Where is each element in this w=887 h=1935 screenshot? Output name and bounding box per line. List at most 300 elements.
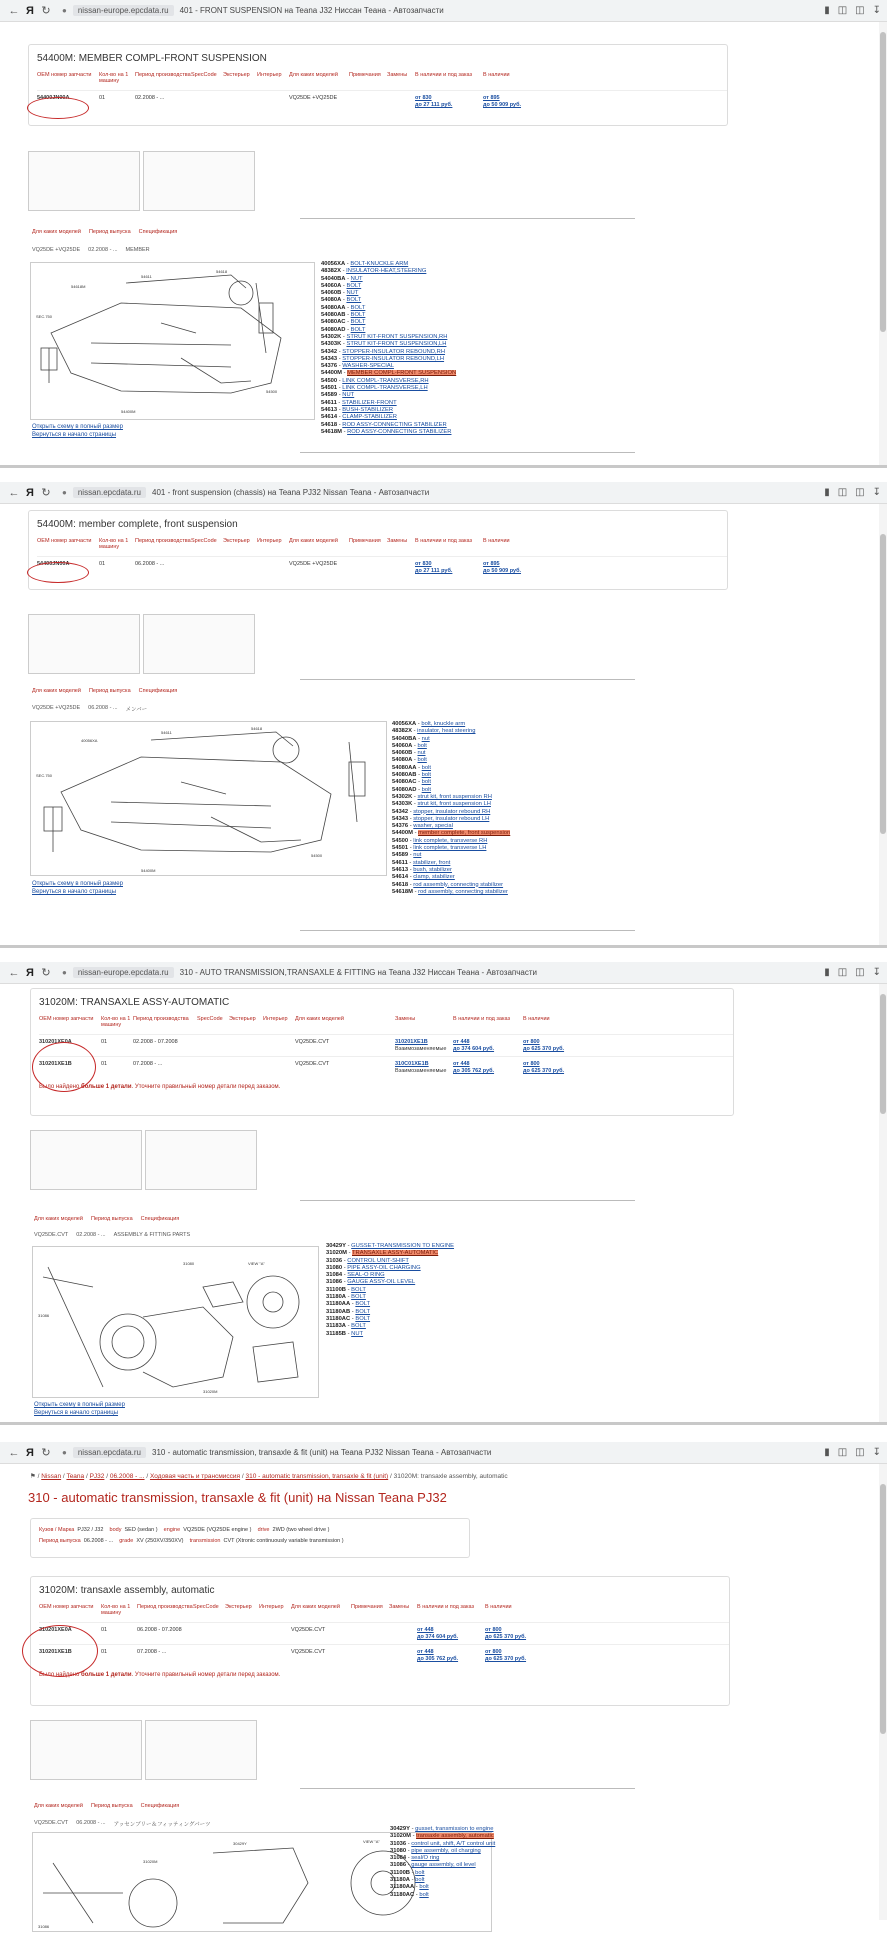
breadcrumb-link[interactable]: Ходовая часть и трансмиссия: [149, 1473, 241, 1480]
legend-item[interactable]: 54060A - BOLT: [321, 282, 362, 289]
spec-header: Для каких моделей Период выпуска Спецификация: [34, 1216, 180, 1222]
download-icon[interactable]: ↧: [872, 967, 881, 978]
legend-item[interactable]: 54080AA - BOLT: [321, 304, 366, 311]
legend-item[interactable]: 54400M - MEMBER COMPL-FRONT SUSPENSION: [321, 370, 457, 377]
spec-row: VQ25DE.CVT 02.2008 - ... ASSEMBLY & FITTING PARTS: [34, 1232, 191, 1238]
legend-code: 31020M: [326, 1250, 347, 1257]
legend-item[interactable]: 54342 - stopper, insulator rebound RH: [392, 808, 491, 815]
svg-text:SEC.750: SEC.750: [36, 314, 53, 319]
bookmark-icon[interactable]: ▮: [824, 967, 830, 978]
legend-item[interactable]: 54618 - ROD ASSY-CONNECTING STABILIZER: [321, 421, 447, 428]
svg-text:54400M: 54400M: [121, 409, 136, 414]
legend-item[interactable]: 54614 - clamp, stabilizer: [392, 874, 455, 881]
legend-link[interactable]: BOLT: [355, 1301, 371, 1308]
svg-text:54618: 54618: [251, 726, 263, 731]
legend-link[interactable]: CONTROL UNIT-SHIFT: [347, 1257, 409, 1264]
legend-item[interactable]: 54618 - rod assembly, connecting stabilizer: [392, 881, 504, 888]
download-icon[interactable]: ↧: [872, 487, 881, 498]
legend-item[interactable]: 54611 - STABILIZER-FRONT: [321, 399, 397, 406]
legend-item[interactable]: 31180AC - bolt: [390, 1891, 429, 1898]
svg-text:54618: 54618: [216, 269, 228, 274]
legend-link[interactable]: STOPPER-INSULATOR REBOUND,LH: [342, 355, 445, 362]
red-oval-annotation: [22, 1625, 98, 1677]
legend-link[interactable]: STABILIZER-FRONT: [341, 399, 397, 406]
back-to-top-link[interactable]: Вернуться в начало страницы: [32, 889, 117, 895]
legend-item[interactable]: 31080 - pipe assembly, oil charging: [390, 1847, 481, 1854]
price-link[interactable]: от 830: [415, 95, 432, 101]
legend-link[interactable]: link complete, transverse RH: [413, 837, 488, 844]
svg-text:31086: 31086: [38, 1924, 50, 1929]
legend-link[interactable]: bolt: [421, 764, 432, 771]
replacement-link[interactable]: 310201XE1B: [395, 1039, 428, 1045]
legend-item[interactable]: 30429Y - GUSSET-TRANSMISSION TO ENGINE: [326, 1243, 455, 1249]
legend-link[interactable]: GUSSET-TRANSMISSION TO ENGINE: [351, 1243, 455, 1249]
legend-link[interactable]: transaxle assembly, automatic: [416, 1833, 494, 1840]
diagram-thumbnail[interactable]: [28, 614, 140, 674]
download-icon[interactable]: ↧: [872, 5, 881, 16]
legend-link[interactable]: LINK COMPL-TRANSVERSE,LH: [342, 385, 428, 392]
legend-item[interactable]: 54040BA - nut: [392, 735, 430, 742]
legend-item[interactable]: 54080AB - bolt: [392, 772, 432, 779]
svg-text:54611: 54611: [141, 274, 152, 279]
part-number[interactable]: 310201XE0A: [39, 1627, 72, 1633]
legend-link[interactable]: bolt: [415, 1877, 425, 1884]
legend-item[interactable]: 31036 - CONTROL UNIT-SHIFT: [326, 1257, 409, 1264]
legend-item[interactable]: 54080AB - BOLT: [321, 312, 366, 319]
diagram-thumbnail[interactable]: [143, 151, 255, 211]
refresh-icon[interactable]: ↻: [41, 1447, 51, 1459]
legend-item[interactable]: 54303K - strut kit, front suspension LH: [392, 801, 491, 808]
bookmark-icon[interactable]: ▮: [824, 487, 830, 498]
legend-link[interactable]: strut kit, front suspension RH: [417, 793, 492, 800]
home-icon[interactable]: ⚑: [30, 1473, 36, 1480]
back-to-top-link[interactable]: Вернуться в начало страницы: [34, 1410, 119, 1416]
price-link[interactable]: от 448: [417, 1649, 434, 1655]
legend-code: 54613: [392, 866, 409, 873]
price-link[interactable]: до 625 370 руб.: [523, 1068, 565, 1074]
legend-item[interactable]: 54613 - BUSH-STABILIZER: [321, 406, 394, 413]
legend-item[interactable]: 31086 - GAUGE ASSY-OIL LEVEL: [326, 1279, 416, 1286]
legend-link[interactable]: ROD ASSY-CONNECTING STABILIZER: [342, 421, 447, 428]
legend-item[interactable]: 54501 - link complete, transverse LH: [392, 845, 487, 852]
table-row[interactable]: 310201XE1B 01 07.2008 - ... VQ25DE.CVT от 448 до 305 762 руб. от 800 до 625 370 руб.: [39, 1644, 729, 1666]
price-link[interactable]: от 448: [417, 1627, 434, 1633]
price-link[interactable]: от 800: [485, 1627, 502, 1633]
legend-code: 31183A: [326, 1323, 346, 1330]
table-row[interactable]: 54400JN00A 01 06.2008 - ... VQ25DE +VQ25DE от 830 до 27 111 руб. от 895 до 50 909 руб.: [37, 556, 727, 575]
legend-code: 54343: [321, 355, 338, 362]
legend-code: 30429Y: [390, 1826, 410, 1832]
legend-code: 54080AC: [321, 319, 346, 326]
scrollbar[interactable]: [879, 1464, 887, 1920]
legend-item[interactable]: 54080AA - bolt: [392, 764, 432, 771]
diagram-thumbnail[interactable]: [28, 151, 140, 211]
legend-item[interactable]: 54500 - LINK COMPL-TRANSVERSE,RH: [321, 377, 429, 384]
table-row[interactable]: 310201XE0A 01 06.2008 - 07.2008 VQ25DE.CVT от 448 до 374 604 руб. от 800 до 625 370 руб.: [39, 1622, 729, 1644]
lock-icon: ●: [62, 6, 67, 15]
price-link[interactable]: до 305 762 руб.: [453, 1068, 495, 1074]
legend-code: 54611: [321, 399, 337, 406]
legend-item[interactable]: 31185B - NUT: [326, 1330, 364, 1337]
legend-item[interactable]: 54614 - CLAMP-STABILIZER: [321, 414, 397, 421]
legend-item[interactable]: 54040BA - NUT: [321, 275, 363, 282]
open-full-diagram-link[interactable]: Открыть схему в полный размер: [34, 1402, 125, 1408]
back-arrow-icon[interactable]: ←: [8, 1446, 20, 1459]
legend-item[interactable]: 31180AB - BOLT: [326, 1308, 371, 1315]
legend-item[interactable]: 54618M - ROD ASSY-CONNECTING STABILIZER: [321, 428, 452, 435]
legend-link[interactable]: bolt: [417, 757, 427, 764]
address-bar[interactable]: [62, 3, 782, 18]
legend-item[interactable]: 31180A - BOLT: [326, 1294, 366, 1301]
legend-link[interactable]: member complete, front suspension: [418, 830, 511, 837]
legend-link[interactable]: INSULATOR-HEAT,STEERING: [346, 268, 427, 275]
legend-link[interactable]: nut: [417, 750, 426, 757]
legend-link[interactable]: bolt: [421, 779, 432, 786]
legend-item[interactable]: 54400M - member complete, front suspension: [392, 830, 511, 837]
vehicle-info: Кузов / Марка PJ32 / J32 body SED (sedan ) engine VQ25DE (VQ25DE engine ) drive 2WD (two wheel drive ) Период выпуска 06.2008 - ... grade XV (250XV/350XV) transmission CVT (Xtronic continuously variable transmission ): [30, 1518, 470, 1558]
translate-icon[interactable]: ◫: [855, 487, 865, 498]
part-number[interactable]: 310201XE1B: [39, 1649, 72, 1655]
legend-item[interactable]: 54302K - strut kit, front suspension RH: [392, 793, 492, 800]
scrollbar[interactable]: [879, 984, 887, 1422]
legend-item[interactable]: 54080A - BOLT: [321, 297, 362, 304]
legend-link[interactable]: gauge assembly, oil level: [411, 1862, 476, 1869]
legend-item[interactable]: 31100B - bolt: [390, 1869, 425, 1876]
price-link[interactable]: от 800: [523, 1061, 540, 1067]
legend-code: 54501: [392, 845, 409, 852]
scrollbar[interactable]: [879, 22, 887, 465]
legend-item[interactable]: 31180AA - BOLT: [326, 1301, 371, 1308]
legend-link[interactable]: stopper, insulator rebound LH: [413, 815, 490, 822]
table-row[interactable]: 310201XE0A 01 02.2008 - 07.2008 VQ25DE.CVT 310201XE1B Взаимозаменяемые от 448 до 374 604 руб. от 800 до 625 370 руб.: [39, 1034, 733, 1056]
part-number[interactable]: 54400JN00A: [37, 95, 70, 101]
back-arrow-icon[interactable]: ←: [8, 486, 20, 499]
part-number[interactable]: 54400JN00A: [37, 561, 70, 567]
period: 02.2008 - ...: [135, 95, 165, 101]
breadcrumb-link[interactable]: Nissan: [41, 1473, 62, 1480]
legend-link[interactable]: NUT: [346, 290, 359, 297]
diagram-thumbnail[interactable]: [145, 1720, 257, 1780]
legend-code: 30429Y: [326, 1243, 346, 1249]
parts-diagram[interactable]: [30, 262, 315, 420]
legend-link[interactable]: bolt: [419, 1884, 429, 1891]
price-link[interactable]: от 895: [483, 95, 500, 101]
legend-link[interactable]: BUSH-STABILIZER: [342, 406, 394, 413]
address-bar[interactable]: [62, 1445, 782, 1460]
legend-link[interactable]: TRANSAXLE ASSY-AUTOMATIC: [352, 1250, 439, 1257]
legend-link[interactable]: BOLT: [351, 1294, 366, 1301]
breadcrumb-link[interactable]: Teana: [66, 1473, 85, 1480]
price-link[interactable]: от 800: [485, 1649, 502, 1655]
legend-code: 31180AA: [326, 1301, 351, 1308]
price-link[interactable]: до 625 370 руб.: [523, 1046, 565, 1052]
price-link[interactable]: от 895: [483, 561, 500, 567]
breadcrumb-link[interactable]: 310 - automatic transmission, transaxle & fit (unit): [245, 1473, 389, 1480]
translate-icon[interactable]: ◫: [855, 967, 865, 978]
legend-item[interactable]: 54080AC - bolt: [392, 779, 432, 786]
yandex-logo-icon[interactable]: Я: [26, 966, 34, 979]
legend-link[interactable]: ROD ASSY-CONNECTING STABILIZER: [347, 428, 452, 435]
legend-link[interactable]: rod assembly, connecting stabilizer: [418, 888, 508, 895]
legend-link[interactable]: MEMBER COMPL-FRONT SUSPENSION: [347, 370, 457, 377]
red-oval-annotation: [27, 97, 89, 119]
legend-link[interactable]: rod assembly, connecting stabilizer: [413, 881, 504, 888]
legend-code: 31180A: [326, 1294, 346, 1301]
legend-item[interactable]: 54060A - bolt: [392, 742, 427, 749]
price-link[interactable]: до 27 111 руб.: [415, 568, 453, 574]
legend-item[interactable]: 54500 - link complete, transverse RH: [392, 837, 488, 844]
legend-item[interactable]: 31183A - BOLT: [326, 1323, 366, 1330]
legend-link[interactable]: WASHER-SPECIAL: [342, 363, 394, 370]
legend-link[interactable]: BOLT: [351, 1286, 366, 1293]
red-oval-annotation: [27, 562, 89, 583]
legend-item[interactable]: 31020M - TRANSAXLE ASSY-AUTOMATIC: [326, 1250, 439, 1257]
legend-link[interactable]: bolt: [421, 786, 432, 793]
legend-link[interactable]: BOLT: [355, 1315, 371, 1322]
svg-text:54618M: 54618M: [71, 284, 86, 289]
legend-item[interactable]: 31080 - PIPE ASSY-OIL CHARGING: [326, 1264, 421, 1271]
price-link[interactable]: от 830: [415, 561, 432, 567]
legend-code: 54060B: [321, 290, 342, 297]
legend-item[interactable]: 54618M - rod assembly, connecting stabilizer: [392, 888, 508, 895]
legend-item[interactable]: 31180AC - BOLT: [326, 1315, 371, 1322]
breadcrumb-current: 31020M: transaxle assembly, automatic: [393, 1473, 508, 1480]
legend-link[interactable]: STOPPER-INSULATOR REBOUND,RH: [342, 348, 446, 355]
legend-item[interactable]: 40056XA - BOLT-KNUCKLE ARM: [321, 261, 409, 267]
extensions-icon[interactable]: ◫: [837, 1447, 848, 1458]
legend-item[interactable]: 54080AD - BOLT: [321, 326, 366, 333]
legend-code: 31086: [326, 1279, 343, 1286]
legend-link[interactable]: nut: [413, 852, 422, 859]
diagram-thumbnail[interactable]: [145, 1130, 257, 1190]
legend-link[interactable]: BOLT: [346, 282, 362, 289]
svg-text:54500: 54500: [266, 389, 278, 394]
legend-code: 54302K: [321, 333, 342, 340]
part-panel: [30, 1576, 730, 1706]
legend-item[interactable]: 54376 - WASHER-SPECIAL: [321, 363, 394, 370]
translate-icon[interactable]: ◫: [855, 5, 865, 16]
download-icon[interactable]: ↧: [872, 1447, 881, 1458]
legend-link[interactable]: BOLT: [350, 326, 366, 333]
legend-link[interactable]: STRUT KIT-FRONT SUSPENSION,RH: [346, 333, 448, 340]
back-arrow-icon[interactable]: ←: [8, 4, 20, 17]
legend-item[interactable]: 31020M - transaxle assembly, automatic: [390, 1833, 494, 1840]
price-link[interactable]: до 305 762 руб.: [417, 1656, 459, 1662]
legend-link[interactable]: GAUGE ASSY-OIL LEVEL: [347, 1279, 416, 1286]
legend-link[interactable]: bolt: [421, 772, 432, 779]
legend-link[interactable]: CLAMP-STABILIZER: [342, 414, 397, 421]
legend-item[interactable]: 54343 - stopper, insulator rebound LH: [392, 815, 490, 822]
legend-link[interactable]: STRUT KIT-FRONT SUSPENSION,LH: [346, 341, 447, 348]
address-bar[interactable]: [62, 965, 782, 980]
suspension-diagram-icon: [31, 722, 388, 877]
legend-code: 54400M: [321, 370, 342, 377]
svg-text:31020M: 31020M: [143, 1859, 158, 1864]
price-link[interactable]: до 27 111 руб.: [415, 102, 453, 108]
legend-item[interactable]: 54589 - nut: [392, 852, 422, 859]
extensions-icon[interactable]: ◫: [837, 967, 848, 978]
legend-code: 54040BA: [321, 275, 346, 282]
legend-link[interactable]: BOLT: [350, 312, 366, 319]
legend-link[interactable]: strut kit, front suspension LH: [417, 801, 491, 808]
translate-icon[interactable]: ◫: [855, 1447, 865, 1458]
legend-link[interactable]: gusset, transmission to engine: [415, 1826, 494, 1832]
lock-icon: ●: [62, 968, 67, 977]
part-number[interactable]: 310201XE0A: [39, 1039, 72, 1045]
svg-text:SEC.750: SEC.750: [36, 773, 53, 778]
price-link[interactable]: до 374 604 руб.: [417, 1634, 459, 1640]
legend-item[interactable]: 54611 - stabilizer, front: [392, 859, 451, 866]
price-link[interactable]: до 374 604 руб.: [453, 1046, 495, 1052]
open-full-diagram-link[interactable]: Открыть схему в полный размер: [32, 881, 123, 887]
price-link[interactable]: до 50 909 руб.: [483, 568, 522, 574]
legend-code: 40056XA: [321, 261, 346, 267]
legend-item[interactable]: 54303K - STRUT KIT-FRONT SUSPENSION,LH: [321, 341, 447, 348]
part-panel: [28, 510, 728, 590]
svg-text:VIEW "A": VIEW "A": [248, 1261, 265, 1266]
legend-code: 31036: [326, 1257, 343, 1264]
legend-item[interactable]: 30429Y - gusset, transmission to engine: [390, 1826, 494, 1832]
yandex-logo-icon[interactable]: Я: [26, 486, 34, 499]
legend-item[interactable]: 54342 - STOPPER-INSULATOR REBOUND,RH: [321, 348, 446, 355]
legend-link[interactable]: NUT: [342, 392, 355, 399]
price-link[interactable]: от 800: [523, 1039, 540, 1045]
spec-row: VQ25DE +VQ25DE 02.2008 - ... MEMBER: [32, 247, 150, 253]
legend-link[interactable]: PIPE ASSY-OIL CHARGING: [347, 1264, 421, 1271]
legend-item[interactable]: 54302K - STRUT KIT-FRONT SUSPENSION,RH: [321, 333, 448, 340]
bookmark-icon[interactable]: ▮: [824, 5, 830, 16]
spec-header: Для каких моделей Период выпуска Спецификация: [32, 688, 178, 694]
legend-code: 54302K: [392, 793, 413, 800]
legend-link[interactable]: seal/O ring: [411, 1855, 440, 1862]
legend-link[interactable]: BOLT: [346, 297, 362, 304]
legend-link[interactable]: stopper, insulator rebound RH: [413, 808, 491, 815]
legend-item[interactable]: 54613 - bush, stabilizer: [392, 866, 452, 873]
legend-item[interactable]: 40056XA - bolt, knuckle arm: [392, 721, 466, 727]
legend-code: 54618: [392, 881, 409, 888]
legend-link[interactable]: NUT: [350, 275, 363, 282]
legend-link[interactable]: NUT: [351, 1330, 364, 1337]
legend-item[interactable]: 54376 - washer, special: [392, 823, 453, 830]
legend-link[interactable]: bolt: [419, 1891, 429, 1898]
legend-item[interactable]: 48382X - INSULATOR-HEAT,STEERING: [321, 268, 427, 275]
header-cell: В наличии: [483, 72, 510, 78]
panel-title: 54400M: MEMBER COMPL-FRONT SUSPENSION: [37, 53, 267, 64]
legend-link[interactable]: BOLT: [350, 319, 366, 326]
breadcrumb-link[interactable]: 06.2008 - ...: [109, 1473, 145, 1480]
table-row[interactable]: 310201XE1B 01 07.2008 - ... VQ25DE.CVT 310C01XE1B Взаимозаменяемые от 448 до 305 762 руб. от 800 до 625 370 руб.: [39, 1056, 733, 1078]
legend-link[interactable]: BOLT: [351, 1323, 366, 1330]
table-header: OEM номер запчасти Кол-во на 1 машину Период производства SpecCode Экстерьер Интерьер Для каких моделей Примечания Замены В наличии и под заказ В наличии: [37, 538, 510, 550]
refresh-icon[interactable]: ↻: [41, 5, 51, 17]
refresh-icon[interactable]: ↻: [41, 967, 51, 979]
parts-legend: [390, 1826, 495, 1899]
legend-link[interactable]: bolt: [417, 742, 427, 749]
legend-link[interactable]: link complete, transverse LH: [413, 845, 487, 852]
diagram-thumbnail[interactable]: [30, 1130, 142, 1190]
qty: 01: [99, 95, 106, 101]
legend-code: 54040BA: [392, 735, 417, 742]
extensions-icon[interactable]: ◫: [837, 5, 848, 16]
legend-item[interactable]: 31180AA - bolt: [390, 1884, 429, 1891]
legend-link[interactable]: LINK COMPL-TRANSVERSE,RH: [342, 377, 429, 384]
legend-item[interactable]: 31086 - gauge assembly, oil level: [390, 1862, 476, 1869]
legend-code: 31080: [326, 1264, 343, 1271]
legend-item[interactable]: 31084 - seal/O ring: [390, 1855, 440, 1862]
legend-link[interactable]: SEAL-O RING: [347, 1272, 385, 1279]
legend-code: 31086: [390, 1862, 407, 1869]
legend-link[interactable]: bolt: [415, 1869, 425, 1876]
price-link[interactable]: от 448: [453, 1061, 470, 1067]
legend-item[interactable]: 54060B - nut: [392, 750, 426, 757]
legend-link[interactable]: control unit, shift, A/T control unit: [411, 1840, 496, 1847]
legend-link[interactable]: nut: [421, 735, 430, 742]
legend-link[interactable]: bush, stabilizer: [413, 866, 452, 873]
parts-diagram[interactable]: [30, 721, 387, 876]
page-title: 401 - front suspension (chassis) на Teana PJ32 Nissan Teana - Автозапчасти: [152, 488, 430, 497]
price-link[interactable]: до 50 909 руб.: [483, 102, 522, 108]
address-bar[interactable]: [62, 485, 782, 500]
back-arrow-icon[interactable]: ←: [8, 966, 20, 979]
legend-link[interactable]: washer, special: [413, 823, 453, 830]
back-to-top-link[interactable]: Вернуться в начало страницы: [32, 432, 117, 438]
legend-item[interactable]: 54080AC - BOLT: [321, 319, 366, 326]
diagram-thumbnail[interactable]: [30, 1720, 142, 1780]
legend-item[interactable]: 54080AD - bolt: [392, 786, 432, 793]
legend-item[interactable]: 31084 - SEAL-O RING: [326, 1272, 385, 1279]
price-link[interactable]: до 625 370 руб.: [485, 1656, 527, 1662]
legend-link[interactable]: insulator, heat steering: [417, 728, 476, 735]
legend-item[interactable]: 54080A - bolt: [392, 757, 427, 764]
legend-item[interactable]: 48382X - insulator, heat steering: [392, 728, 476, 735]
legend-item[interactable]: 54501 - LINK COMPL-TRANSVERSE,LH: [321, 385, 428, 392]
diagram-thumbnails: [30, 1130, 257, 1190]
price-link[interactable]: до 625 370 руб.: [485, 1634, 527, 1640]
diagram-thumbnails: [28, 614, 255, 674]
legend-link[interactable]: BOLT: [355, 1308, 371, 1315]
legend-link[interactable]: BOLT-KNUCKLE ARM: [350, 261, 409, 267]
legend-code: 31080: [390, 1847, 407, 1854]
yandex-logo-icon[interactable]: Я: [26, 4, 34, 17]
part-number[interactable]: 310201XE1B: [39, 1061, 72, 1067]
legend-item[interactable]: 31180A - bolt: [390, 1877, 425, 1884]
table-row[interactable]: [37, 90, 727, 109]
legend-link[interactable]: stabilizer, front: [412, 859, 451, 866]
replacement-link[interactable]: 310C01XE1B: [395, 1061, 429, 1067]
legend-item[interactable]: 31036 - control unit, shift, A/T control unit: [390, 1840, 496, 1847]
refresh-icon[interactable]: ↻: [41, 487, 51, 499]
extensions-icon[interactable]: ◫: [837, 487, 848, 498]
legend-item[interactable]: 31100B - BOLT: [326, 1286, 366, 1293]
legend-link[interactable]: bolt, knuckle arm: [421, 721, 466, 727]
browser-toolbar: [0, 482, 887, 504]
breadcrumb-link[interactable]: PJ32: [89, 1473, 105, 1480]
legend-item[interactable]: 54343 - STOPPER-INSULATOR REBOUND,LH: [321, 355, 445, 362]
legend-link[interactable]: pipe assembly, oil charging: [411, 1847, 481, 1854]
diagram-thumbnail[interactable]: [143, 614, 255, 674]
legend-link[interactable]: BOLT: [350, 304, 366, 311]
scrollbar[interactable]: [879, 504, 887, 945]
price-link[interactable]: от 448: [453, 1039, 470, 1045]
parts-diagram[interactable]: [32, 1246, 319, 1398]
yandex-logo-icon[interactable]: Я: [26, 1446, 34, 1459]
legend-link[interactable]: clamp, stabilizer: [413, 874, 455, 881]
legend-code: 31100B: [326, 1286, 346, 1293]
open-full-diagram-link[interactable]: Открыть схему в полный размер: [32, 424, 123, 430]
legend-item[interactable]: 54589 - NUT: [321, 392, 355, 399]
bookmark-icon[interactable]: ▮: [824, 1447, 830, 1458]
legend-item[interactable]: 54060B - NUT: [321, 290, 359, 297]
